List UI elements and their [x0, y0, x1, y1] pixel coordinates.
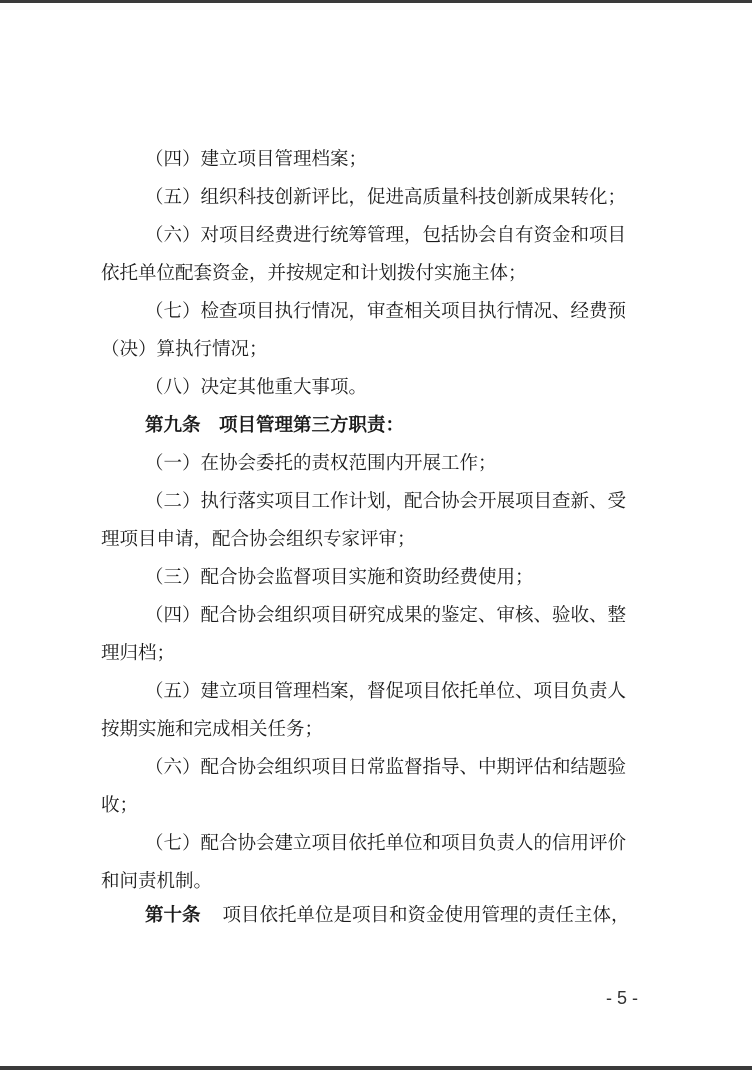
- list-item: （五）建立项目管理档案，督促项目依托单位、项目负责人: [145, 681, 627, 702]
- list-item-continuation: 理项目申请，配合协会组织专家评审；: [101, 529, 416, 550]
- list-item-continuation: 按期实施和完成相关任务；: [101, 719, 324, 740]
- bottom-border: [0, 1066, 752, 1070]
- article-heading-10: 第十条: [145, 905, 201, 926]
- list-item-continuation: 理归档；: [101, 643, 176, 664]
- list-item: （二）执行落实项目工作计划，配合协会开展项目查新、受: [145, 491, 627, 512]
- list-item: （四）配合协会组织项目研究成果的鉴定、审核、验收、整: [145, 605, 627, 626]
- list-item-continuation: 收；: [101, 795, 139, 816]
- list-item: （三）配合协会监督项目实施和资助经费使用；: [145, 567, 534, 588]
- list-item: （六）配合协会组织项目日常监督指导、中期评估和结题验: [145, 757, 627, 778]
- page-number: - 5 -: [605, 988, 638, 1008]
- list-item-continuation: 和问责机制。: [101, 871, 213, 892]
- article-heading-9: 第九条 项目管理第三方职责：: [145, 415, 405, 436]
- list-item: （七）配合协会建立项目依托单位和项目负责人的信用评价: [145, 833, 627, 854]
- list-item: （六）对项目经费进行统筹管理，包括协会自有资金和项目: [145, 225, 627, 246]
- article-10-paragraph: [0, 901, 752, 931]
- list-item: （四）建立项目管理档案；: [145, 149, 368, 170]
- list-item: （五）组织科技创新评比，促进高质量科技创新成果转化；: [145, 187, 627, 208]
- list-item: （七）检查项目执行情况，审查相关项目执行情况、经费预: [145, 301, 627, 322]
- article-10-text: 项目依托单位是项目和资金使用管理的责任主体，: [222, 905, 630, 926]
- list-item-continuation: （决）算执行情况；: [101, 339, 268, 360]
- list-item: （一）在协会委托的责权范围内开展工作；: [145, 453, 497, 474]
- list-item-continuation: 依托单位配套资金，并按规定和计划拨付实施主体；: [101, 263, 527, 284]
- list-item: （八）决定其他重大事项。: [145, 377, 368, 398]
